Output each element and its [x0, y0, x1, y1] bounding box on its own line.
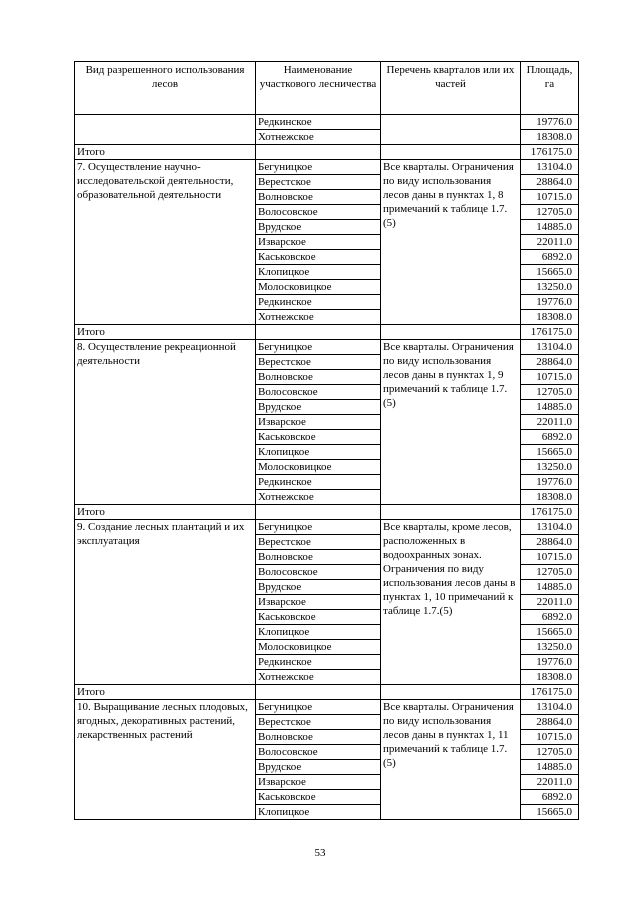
forestry-name: Молосковицкое: [256, 460, 381, 475]
area-value: 13104.0: [521, 340, 579, 355]
area-value: 22011.0: [521, 415, 579, 430]
area-value: 6892.0: [521, 790, 579, 805]
total-area: 176175.0: [521, 145, 579, 160]
area-value: 15665.0: [521, 265, 579, 280]
forestry-name: Хотнежское: [256, 130, 381, 145]
forest-use-table: [74, 61, 579, 820]
empty-cell: [381, 505, 521, 520]
forestry-name: Хотнежское: [256, 310, 381, 325]
forestry-name: Верестское: [256, 175, 381, 190]
total-label: Итого: [75, 505, 256, 520]
total-area: 176175.0: [521, 325, 579, 340]
total-row: [75, 145, 579, 160]
empty-cell: [256, 145, 381, 160]
forestry-name: Верестское: [256, 355, 381, 370]
forestry-name: Редкинское: [256, 295, 381, 310]
forestry-name: Молосковицкое: [256, 640, 381, 655]
table-row: [75, 700, 579, 715]
area-value: 28864.0: [521, 535, 579, 550]
total-area: 176175.0: [521, 685, 579, 700]
use-type-cell: 7. Осуществление научно-исследовательской деятельности, образовательной деятельности: [75, 160, 256, 325]
quarters-cell: Все кварталы, кроме лесов, расположенных в водоохранных зонах. Ограничения по виду использования лесов даны в пунктах 1, 10 примечаний к таблице 1.7.(5): [381, 520, 521, 685]
quarters-cell: Все кварталы. Ограничения по виду использования лесов даны в пунктах 1, 9 примечаний к таблице 1.7.(5): [381, 340, 521, 505]
forestry-name: Волосовское: [256, 565, 381, 580]
table-row: [75, 340, 579, 355]
area-value: 28864.0: [521, 175, 579, 190]
area-value: 18308.0: [521, 310, 579, 325]
forestry-name: Врудское: [256, 580, 381, 595]
forestry-name: Изварское: [256, 235, 381, 250]
area-value: 22011.0: [521, 775, 579, 790]
area-value: 6892.0: [521, 610, 579, 625]
empty-cell: [381, 325, 521, 340]
quarters-cell: Все кварталы. Ограничения по виду использования лесов даны в пунктах 1, 8 примечаний к таблице 1.7.(5): [381, 160, 521, 325]
total-label: Итого: [75, 145, 256, 160]
total-row: [75, 505, 579, 520]
area-value: 12705.0: [521, 205, 579, 220]
area-value: 22011.0: [521, 595, 579, 610]
forestry-name: Бегуницкое: [256, 700, 381, 715]
area-value: 14885.0: [521, 400, 579, 415]
document-page: [74, 61, 578, 820]
area-value: 13104.0: [521, 700, 579, 715]
use-type-cell: 10. Выращивание лесных плодовых, ягодных, декоративных растений, лекарственных растений: [75, 700, 256, 820]
table-row: [75, 520, 579, 535]
forestry-name: Клопицкое: [256, 805, 381, 820]
use-type-cell: 9. Создание лесных плантаций и их эксплуатация: [75, 520, 256, 685]
area-value: 18308.0: [521, 670, 579, 685]
empty-cell: [381, 685, 521, 700]
forestry-name: Изварское: [256, 775, 381, 790]
total-row: [75, 685, 579, 700]
forestry-name: Клопицкое: [256, 265, 381, 280]
area-value: 15665.0: [521, 445, 579, 460]
forestry-name: Каськовское: [256, 430, 381, 445]
area-value: 10715.0: [521, 370, 579, 385]
header-forestry-name: Наименование участкового лесничества: [256, 62, 381, 115]
area-value: 13104.0: [521, 160, 579, 175]
total-row: [75, 325, 579, 340]
forestry-name: Врудское: [256, 400, 381, 415]
forestry-name: Врудское: [256, 220, 381, 235]
forestry-name: Хотнежское: [256, 670, 381, 685]
area-value: 18308.0: [521, 130, 579, 145]
area-value: 14885.0: [521, 760, 579, 775]
table-row: [75, 115, 579, 130]
empty-cell: [381, 145, 521, 160]
forestry-name: Клопицкое: [256, 625, 381, 640]
forestry-name: Изварское: [256, 415, 381, 430]
area-value: 19776.0: [521, 655, 579, 670]
table-body: [75, 115, 579, 820]
forestry-name: Волосовское: [256, 385, 381, 400]
forestry-name: Клопицкое: [256, 445, 381, 460]
area-value: 12705.0: [521, 565, 579, 580]
area-value: 22011.0: [521, 235, 579, 250]
area-value: 13104.0: [521, 520, 579, 535]
forestry-name: Врудское: [256, 760, 381, 775]
forestry-name: Бегуницкое: [256, 160, 381, 175]
forestry-name: Волосовское: [256, 745, 381, 760]
forestry-name: Волновское: [256, 190, 381, 205]
total-label: Итого: [75, 325, 256, 340]
area-value: 28864.0: [521, 715, 579, 730]
forestry-name: Волосовское: [256, 205, 381, 220]
empty-cell: [256, 325, 381, 340]
area-value: 12705.0: [521, 745, 579, 760]
area-value: 15665.0: [521, 625, 579, 640]
header-use-type: Вид разрешенного использования лесов: [75, 62, 256, 115]
forestry-name: Каськовское: [256, 610, 381, 625]
forestry-name: Волновское: [256, 370, 381, 385]
forestry-name: Каськовское: [256, 790, 381, 805]
area-value: 10715.0: [521, 190, 579, 205]
area-value: 13250.0: [521, 640, 579, 655]
area-value: 19776.0: [521, 115, 579, 130]
forestry-name: Верестское: [256, 715, 381, 730]
forestry-name: Каськовское: [256, 250, 381, 265]
area-value: 6892.0: [521, 430, 579, 445]
table-header-row: [75, 62, 579, 115]
area-value: 10715.0: [521, 730, 579, 745]
forestry-name: Бегуницкое: [256, 340, 381, 355]
total-area: 176175.0: [521, 505, 579, 520]
empty-cell: [256, 685, 381, 700]
use-type-cell: [75, 115, 256, 145]
area-value: 18308.0: [521, 490, 579, 505]
area-value: 13250.0: [521, 280, 579, 295]
forestry-name: Молосковицкое: [256, 280, 381, 295]
forestry-name: Редкинское: [256, 655, 381, 670]
area-value: 14885.0: [521, 220, 579, 235]
forestry-name: Изварское: [256, 595, 381, 610]
empty-cell: [256, 505, 381, 520]
area-value: 12705.0: [521, 385, 579, 400]
area-value: 10715.0: [521, 550, 579, 565]
area-value: 6892.0: [521, 250, 579, 265]
area-value: 15665.0: [521, 805, 579, 820]
area-value: 13250.0: [521, 460, 579, 475]
forestry-name: Редкинское: [256, 115, 381, 130]
quarters-cell: [381, 115, 521, 145]
area-value: 19776.0: [521, 295, 579, 310]
header-quarters-list: Перечень кварталов или их частей: [381, 62, 521, 115]
area-value: 14885.0: [521, 580, 579, 595]
forestry-name: Волновское: [256, 730, 381, 745]
area-value: 28864.0: [521, 355, 579, 370]
forestry-name: Волновское: [256, 550, 381, 565]
forestry-name: Верестское: [256, 535, 381, 550]
table-row: [75, 160, 579, 175]
forestry-name: Хотнежское: [256, 490, 381, 505]
page-number: 53: [314, 847, 326, 859]
use-type-cell: 8. Осуществление рекреационной деятельности: [75, 340, 256, 505]
forestry-name: Редкинское: [256, 475, 381, 490]
forestry-name: Бегуницкое: [256, 520, 381, 535]
header-area: Площадь, га: [521, 62, 579, 115]
area-value: 19776.0: [521, 475, 579, 490]
total-label: Итого: [75, 685, 256, 700]
quarters-cell: Все кварталы. Ограничения по виду использования лесов даны в пунктах 1, 11 примечаний к таблице 1.7.(5): [381, 700, 521, 820]
